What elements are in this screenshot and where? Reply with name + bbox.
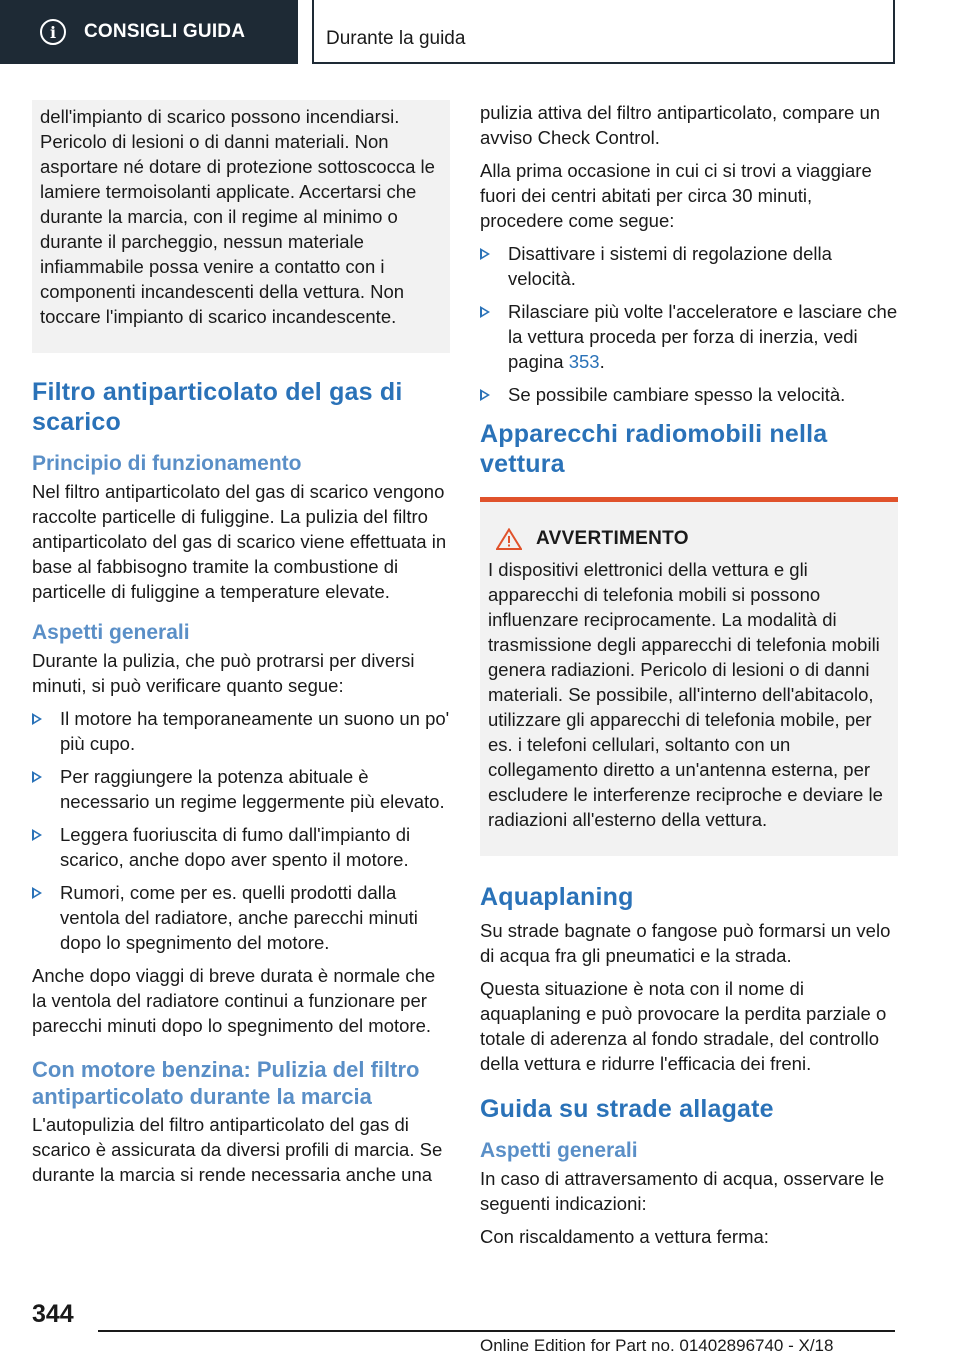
footer-rule: [98, 1330, 895, 1332]
list-item-punctuation: .: [599, 351, 605, 372]
warning-triangle-icon: [496, 528, 522, 550]
list-item-text: Se possibile cambiare spesso la velocità.: [508, 384, 846, 405]
paragraph-flooded-2: Con riscaldamento a vettura ferma:: [480, 1226, 769, 1247]
cleaning-effects-list: [32, 706, 450, 955]
section-title: Durante la guida: [326, 28, 466, 49]
heading-particulate-filter: Filtro antiparticolato del gas di scarico: [32, 378, 403, 436]
list-item: [480, 299, 898, 374]
info-icon: i: [40, 19, 66, 45]
warning-box: [480, 497, 898, 856]
warning-title: AVVERTIMENTO: [536, 528, 689, 549]
continued-note-box: [32, 100, 450, 353]
heading-flooded-general: Aspetti generali: [480, 1139, 638, 1162]
header-underline: [312, 62, 895, 64]
paragraph-aquaplaning-1: Su strade bagnate o fangose può formarsi un velo di acqua fra gli pneumatici e la strada.: [480, 920, 891, 966]
warning-header: [488, 526, 890, 551]
page-number: 344: [32, 1300, 74, 1328]
right-column: [480, 100, 898, 1257]
paragraph-petrol-engine: L'autopulizia del filtro antiparticolato del gas di scarico è assicurata da diversi profili di marcia. Se durante la marcia si rende necessaria anche una: [32, 1114, 443, 1185]
list-item: [32, 880, 450, 955]
paragraph-aquaplaning-2: Questa situazione è nota con il nome di aquaplaning e può provocare la perdita parziale o totale di aderenza al fondo stradale, del controllo della vettura e ridurre l'efficacia dei freni.: [480, 978, 887, 1074]
bullet-triangle-icon: [32, 713, 42, 725]
chapter-tab: [0, 0, 298, 64]
chapter-label: CONSIGLI GUIDA: [84, 21, 246, 42]
list-item-text: Rumori, come per es. quelli prodotti dalla ventola del radiatore, anche parecchi minuti dopo lo spegnimento del motore.: [60, 882, 418, 953]
bullet-triangle-icon: [32, 887, 42, 899]
list-item: [480, 382, 898, 407]
bullet-triangle-icon: [480, 306, 490, 318]
heading-flooded-roads: Guida su strade allagate: [480, 1095, 774, 1123]
heading-operating-principle: Principio di funzionamento: [32, 452, 302, 475]
bullet-triangle-icon: [480, 248, 490, 260]
list-item-text: Leggera fuoriuscita di fumo dall'impianto di scarico, anche dopo aver spento il motore.: [60, 824, 411, 870]
paragraph-operating-principle: Nel filtro antiparticolato del gas di scarico vengono raccolte particelle di fuliggine. La pulizia del filtro antiparticolato del gas di scarico viene effettuata in base al fabbisogno tramite la combustione di particelle di fuliggine a temperature elevate.: [32, 481, 447, 602]
heading-aquaplaning: Aquaplaning: [480, 883, 634, 911]
list-item: [480, 241, 898, 291]
continued-note-text: dell'impianto di scarico possono incendiarsi. Pericolo di lesioni o di danni materiali. Non asportare né dotare di protezione sottoscocca le lamiere termoisolanti applicate. Accertarsi che durante la marcia, con il regime al minimo o durante il parcheggio, nessun materiale infiammabile possa venire a contatto con i componenti incandescenti della vettura. Non toccare l'impianto di scarico incandescente.: [40, 106, 435, 327]
paragraph-flooded-1: In caso di attraversamento di acqua, osservare le seguenti indicazioni:: [480, 1168, 885, 1214]
list-item-text: Per raggiungere la potenza abituale è necessario un regime leggermente più elevato.: [60, 766, 445, 812]
header-divider-right: [893, 0, 895, 64]
page-reference-link[interactable]: 353: [568, 351, 600, 372]
bullet-triangle-icon: [32, 829, 42, 841]
heading-mobile-devices: Apparecchi radiomobili nella vettura: [480, 420, 828, 478]
list-item: [32, 764, 450, 814]
bullet-triangle-icon: [480, 389, 490, 401]
paragraph-short-trips: Anche dopo viaggi di breve durata è normale che la ventola del radiatore continui a funzionare per parecchi minuti dopo lo spegnimento del motore.: [32, 965, 436, 1036]
paragraph-general-aspects: Durante la pulizia, che può protrarsi per diversi minuti, si può verificare quanto segue:: [32, 650, 415, 696]
procedure-list: [480, 241, 898, 407]
list-item: [32, 706, 450, 756]
footer-edition: Online Edition for Part no. 01402896740 - X/18: [480, 1336, 834, 1355]
list-item-text: Disattivare i sistemi di regolazione della velocità.: [508, 243, 832, 289]
heading-petrol-engine: Con motore benzina: Pulizia del filtro antiparticolato durante la marcia: [32, 1057, 420, 1109]
warning-text: I dispositivi elettronici della vettura e gli apparecchi di telefonia mobili si possono influenzare reciprocamente. La modalità di trasmissione degli apparecchi di telefonia mobili genera radiazioni. Pericolo di lesioni o di danni materiali. Se possibile, all'interno dell'abitacolo, utilizzare gli apparecchi di telefonia mobile, per es. i telefoni cellulari, soltanto con un collegamento diretto a un'antenna esterna, per escludere le interferenze reciproche e deviare le radiazioni all'esterno della vettura.: [488, 559, 883, 830]
bullet-triangle-icon: [32, 771, 42, 783]
paragraph-continued: pulizia attiva del filtro antiparticolato, compare un avviso Check Control.: [480, 102, 881, 148]
left-column: [32, 100, 450, 1195]
list-item-text: Il motore ha temporaneamente un suono un po' più cupo.: [60, 708, 450, 754]
heading-general-aspects: Aspetti generali: [32, 621, 190, 644]
list-item: [32, 822, 450, 872]
header-divider-left: [312, 0, 314, 64]
list-item-text: Rilasciare più volte l'acceleratore e lasciare che la vettura proceda per forza di inerzia, vedi pagina: [508, 301, 898, 372]
paragraph-first-occasion: Alla prima occasione in cui ci si trovi a viaggiare fuori dei centri abitati per circa 30 minuti, procedere come segue:: [480, 160, 872, 231]
